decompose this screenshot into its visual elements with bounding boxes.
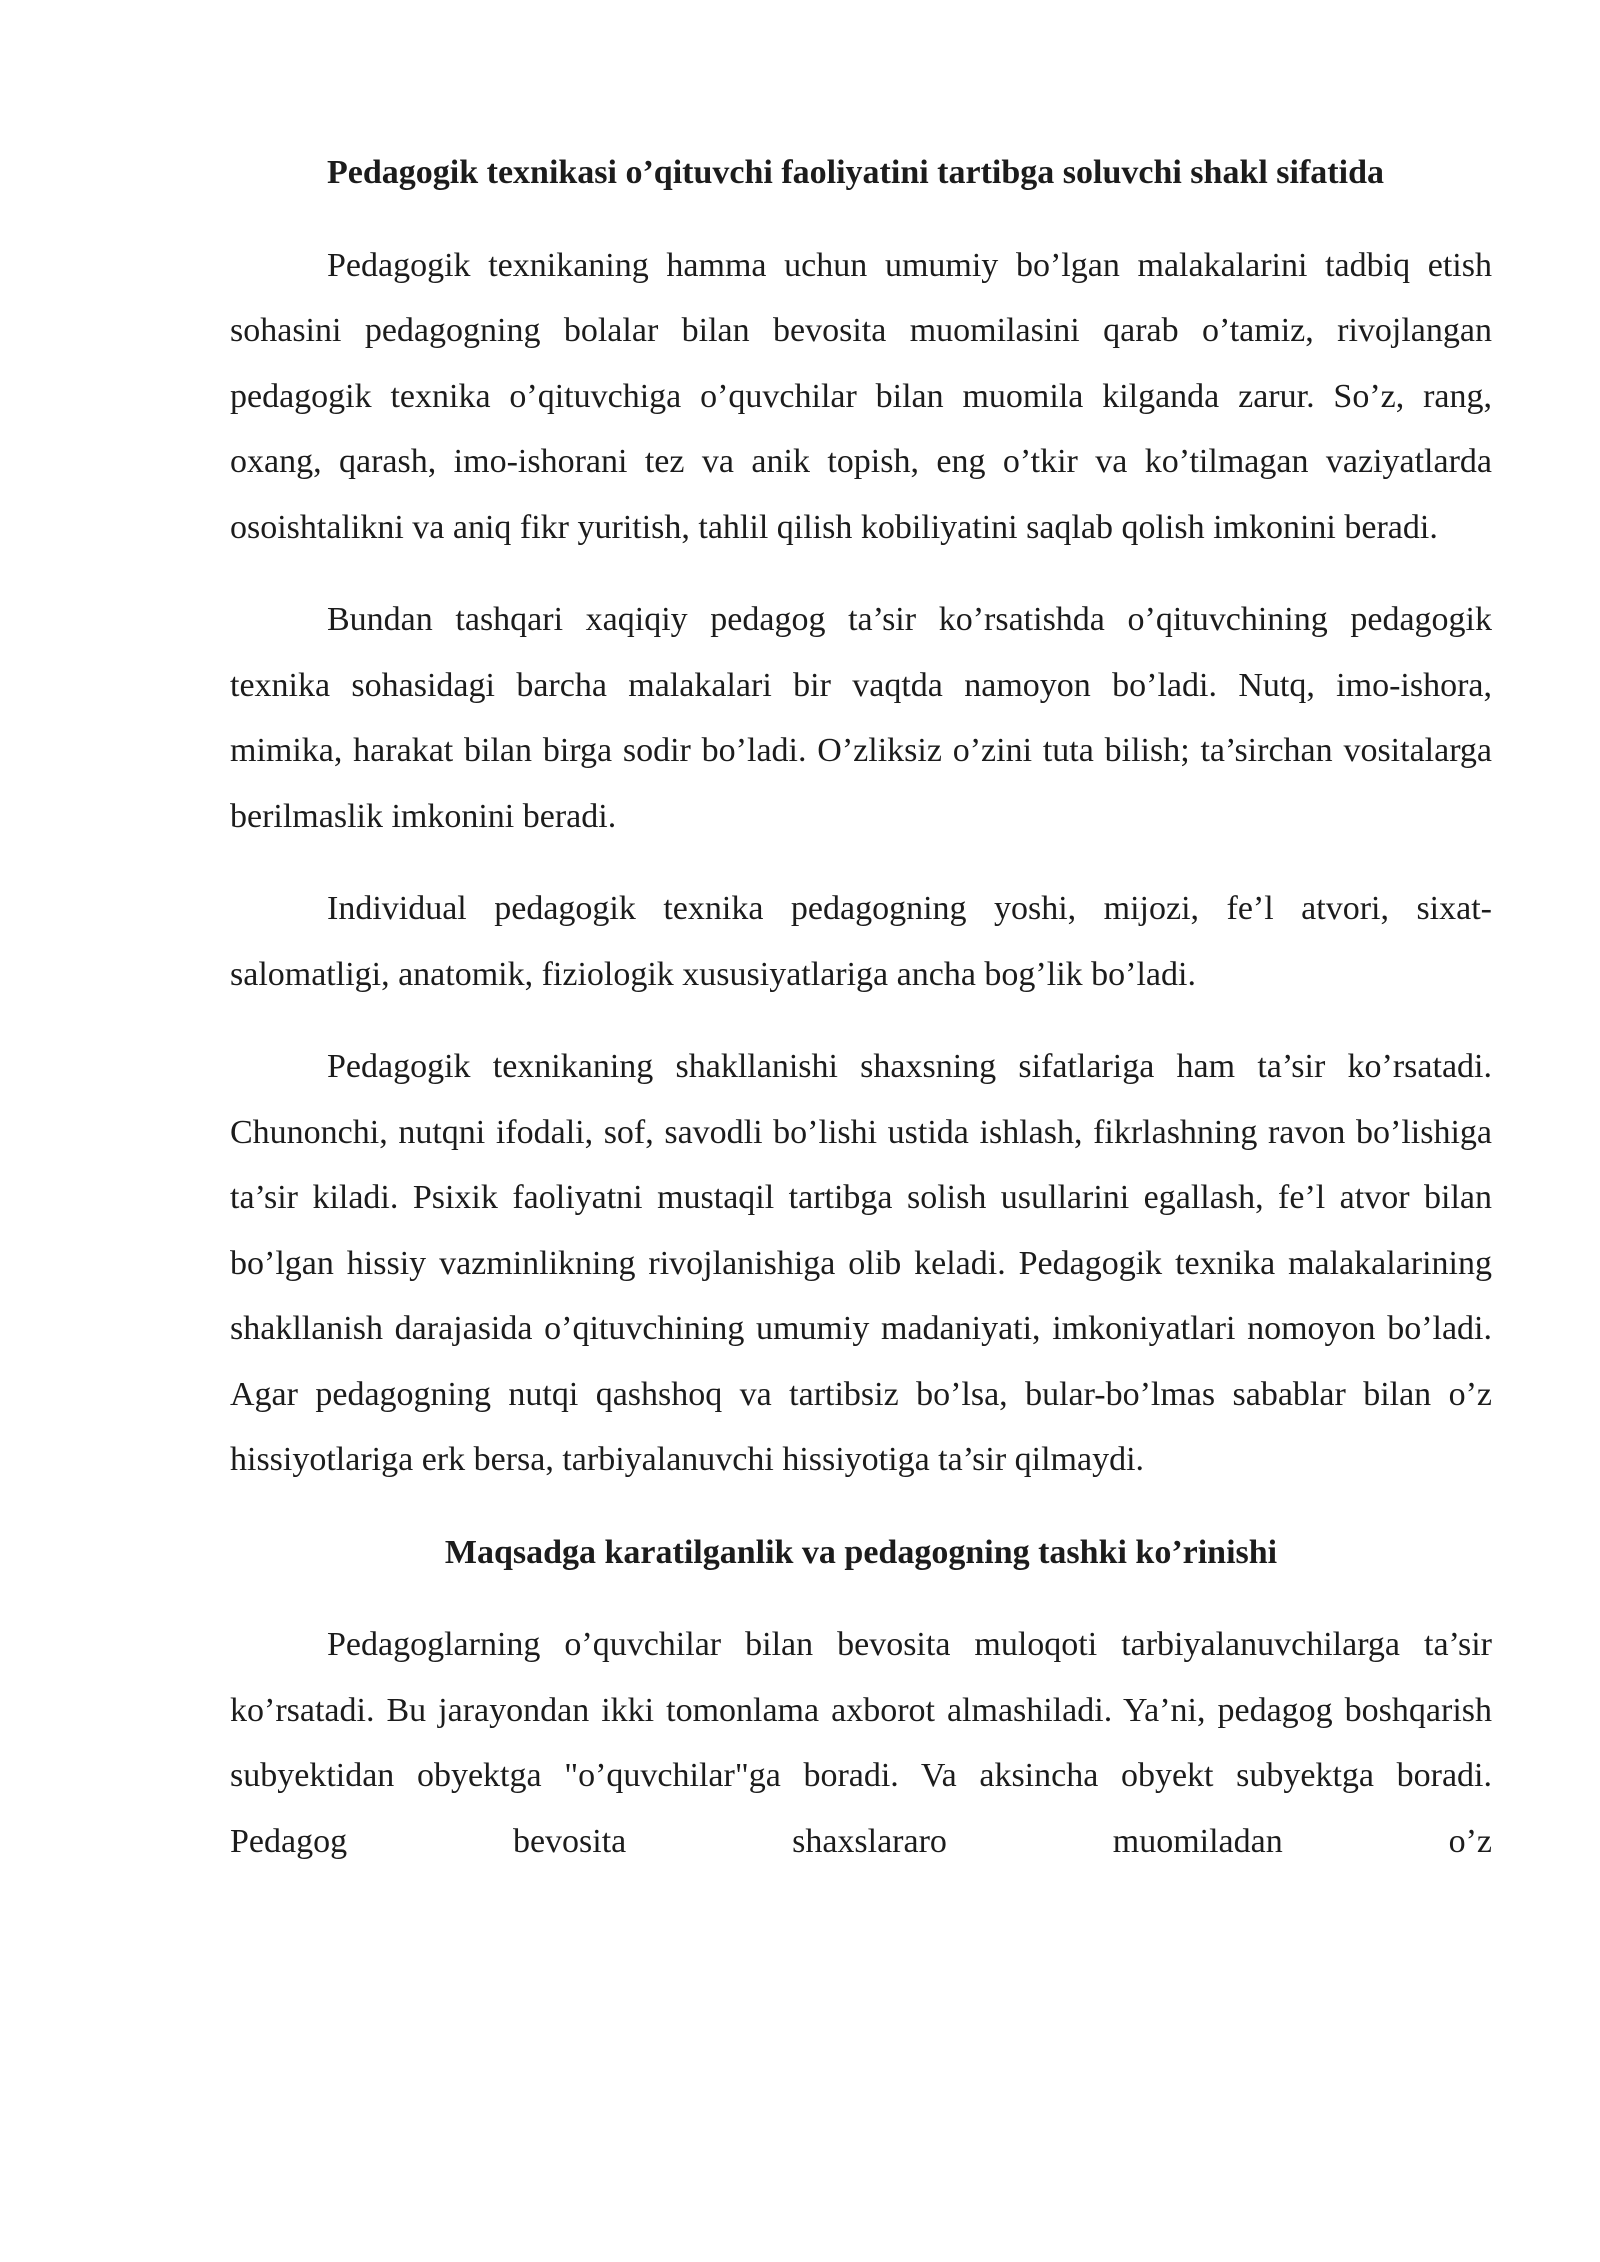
paragraph-2: Bundan tashqari xaqiqiy pedagog ta’sir ko’rsatishda o’qituvchining pedagogik texnika sohasidagi barcha malakalari bir vaqtda namoyon bo’ladi. Nutq, imo-ishora, mimika, harakat bilan birga sodir bo’ladi. O’zliksiz o’zini tuta bilish; ta’sirchan vositalarga berilmaslik imkonini beradi.	[230, 601, 1492, 835]
paragraph-4: Pedagogik texnikaning shakllanishi shaxsning sifatlariga ham ta’sir ko’rsatadi. Chunonchi, nutqni ifodali, sof, savodli bo’lishi ustida ishlash, fikrlashning ravon bo’lishiga ta’sir kiladi. Psixik faoliyatni mustaqil tartibga solish usullarini egallash, fe’l atvor bilan bo’lgan hissiy vazminlikning rivojlanishiga olib keladi. Pedagogik texnika malakalarining shakllanish darajasida o’qituvchining umumiy madaniyati, imkoniyatlari nomoyon bo’ladi. Agar pedagogning nutqi qashshoq va tartibsiz bo’lsa, bular-bo’lmas sabablar bilan o’z hissiyotlariga erk bersa, tarbiyalanuvchi hissiyotiga ta’sir qilmaydi.	[230, 1048, 1492, 1478]
paragraph-3: Individual pedagogik texnika pedagogning yoshi, mijozi, fe’l atvori, sixat-salomatligi, anatomik, fiziologik xususiyatlariga ancha bog’lik bo’ladi.	[230, 890, 1492, 993]
document-page	[230, 140, 1492, 1901]
section-subheading: Maqsadga karatilganlik va pedagogning tashki ko’rinishi	[444, 1533, 1278, 1571]
paragraph-5: Pedagoglarning o’quvchilar bilan bevosita muloqoti tarbiyalanuvchilarga ta’sir ko’rsatadi. Bu jarayondan ikki tomonlama axborot almashiladi. Ya’ni, pedagog boshqarish subyektidan obyektga "o’quvchilar"ga boradi. Va aksincha obyekt subyektga boradi. Pedagog bevosita shaxslararo muomiladan o’z	[230, 1626, 1492, 1860]
paragraph-1: Pedagogik texnikaning hamma uchun umumiy bo’lgan malakalarini tadbiq etish sohasini pedagogning bolalar bilan bevosita muomilasini qarab o’tamiz, rivojlangan pedagogik texnika o’qituvchiga o’quvchilar bilan muomila kilganda zarur. So’z, rang, oxang, qarash, imo-ishorani tez va anik topish, eng o’tkir va ko’tilmagan vaziyatlarda osoishtalikni va aniq fikr yuritish, tahlil qilish kobiliyatini saqlab qolish imkonini beradi.	[230, 246, 1492, 546]
section-heading: Pedagogik texnikasi o’qituvchi faoliyatini tartibga soluvchi shakl sifatida	[327, 154, 1384, 191]
